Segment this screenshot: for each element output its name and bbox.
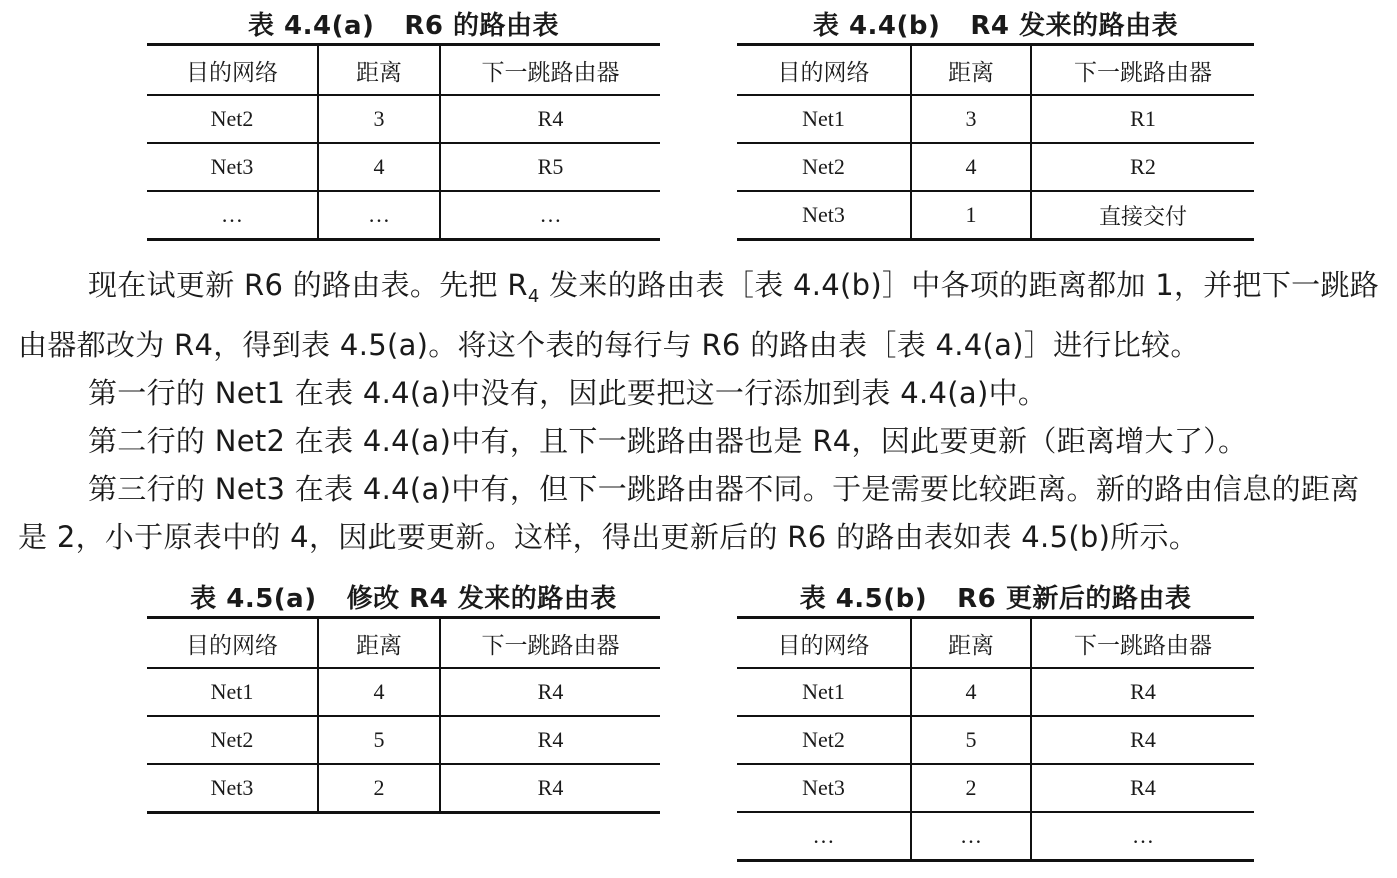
cell-distance: … <box>911 812 1031 861</box>
cell-next-hop: R4 <box>440 716 660 764</box>
table-caption <box>147 5 660 42</box>
cell-destination: Net1 <box>737 95 911 143</box>
caption-title: R6 的路由表 <box>404 11 560 41</box>
header-next-hop: 下一跳路由器 <box>1031 618 1254 669</box>
header-distance: 距离 <box>911 618 1031 669</box>
table-row <box>737 716 1254 764</box>
table-row <box>737 143 1254 191</box>
cell-destination: Net3 <box>737 191 911 240</box>
cell-destination: Net2 <box>737 143 911 191</box>
paragraph-1 <box>18 261 1388 369</box>
table-caption <box>147 578 660 615</box>
table-row <box>737 95 1254 143</box>
cell-destination: … <box>737 812 911 861</box>
table-row <box>147 716 660 764</box>
cell-next-hop: R5 <box>440 143 660 191</box>
table-row <box>737 764 1254 812</box>
cell-next-hop: R2 <box>1031 143 1254 191</box>
caption-number: 表 4.4(a) <box>247 11 375 41</box>
cell-next-hop: R4 <box>440 95 660 143</box>
cell-next-hop: … <box>440 191 660 240</box>
paragraph-1-text-b: 发来的路由表［表 4.4(b)］中各项的距离都加 1，并把下一跳路由器都改为 R4，得到表 4.5(a)。将这个表的每行与 R6 的路由表［表 4.4(a)］进行比较。 <box>18 268 1380 362</box>
caption-number: 表 4.5(b) <box>799 584 928 614</box>
cell-destination: Net2 <box>147 95 318 143</box>
cell-destination: Net3 <box>147 143 318 191</box>
header-next-hop: 下一跳路由器 <box>1031 45 1254 96</box>
cell-destination: Net3 <box>147 764 318 813</box>
table-row <box>737 812 1254 861</box>
table-4-5a <box>147 584 660 814</box>
header-destination: 目的网络 <box>147 45 318 96</box>
table-caption <box>737 578 1254 615</box>
header-distance: 距离 <box>318 45 440 96</box>
cell-distance: 4 <box>911 668 1031 716</box>
caption-title: R6 更新后的路由表 <box>957 584 1192 614</box>
table-row <box>147 95 660 143</box>
paragraph-2: 第一行的 Net1 在表 4.4(a)中没有，因此要把这一行添加到表 4.4(a)中。 <box>88 375 1048 410</box>
table-caption <box>737 5 1254 42</box>
routing-table <box>147 616 660 814</box>
table-row <box>147 668 660 716</box>
body-text <box>18 261 1388 561</box>
cell-distance: 1 <box>911 191 1031 240</box>
routing-table <box>737 616 1254 862</box>
cell-next-hop: R1 <box>1031 95 1254 143</box>
routing-table <box>737 43 1254 241</box>
subscript: 4 <box>527 285 540 307</box>
routing-table <box>147 43 660 241</box>
table-row <box>737 668 1254 716</box>
paragraph-4: 第三行的 Net3 在表 4.4(a)中有，但下一跳路由器不同。于是需要比较距离。新的路由信息的距离是 2，小于原表中的 4，因此要更新。这样，得出更新后的 R6 的路由表如表 4.5(b)所示。 <box>18 471 1360 554</box>
cell-next-hop: 直接交付 <box>1031 191 1254 240</box>
table-row <box>147 191 660 240</box>
cell-distance: 4 <box>911 143 1031 191</box>
cell-destination: Net1 <box>737 668 911 716</box>
cell-distance: 3 <box>911 95 1031 143</box>
table-row <box>737 191 1254 240</box>
cell-next-hop: R4 <box>440 668 660 716</box>
cell-distance: 5 <box>911 716 1031 764</box>
caption-title: R4 发来的路由表 <box>970 11 1179 41</box>
table-row <box>147 764 660 813</box>
caption-number: 表 4.4(b) <box>812 11 941 41</box>
cell-destination: Net3 <box>737 764 911 812</box>
header-destination: 目的网络 <box>147 618 318 669</box>
table-4-4b <box>737 11 1254 241</box>
cell-destination: Net2 <box>147 716 318 764</box>
cell-distance: 5 <box>318 716 440 764</box>
cell-distance: 2 <box>911 764 1031 812</box>
cell-destination: Net2 <box>737 716 911 764</box>
header-distance: 距离 <box>318 618 440 669</box>
cell-next-hop: R4 <box>440 764 660 813</box>
paragraph-3: 第二行的 Net2 在表 4.4(a)中有，且下一跳路由器也是 R4，因此要更新（距离增大了）。 <box>88 423 1248 458</box>
cell-distance: … <box>318 191 440 240</box>
cell-distance: 4 <box>318 668 440 716</box>
cell-distance: 4 <box>318 143 440 191</box>
header-next-hop: 下一跳路由器 <box>440 618 660 669</box>
header-destination: 目的网络 <box>737 45 911 96</box>
table-4-4a <box>147 11 660 241</box>
cell-next-hop: R4 <box>1031 716 1254 764</box>
cell-destination: … <box>147 191 318 240</box>
paragraph-1-text-a: 现在试更新 R6 的路由表。先把 R <box>88 268 528 302</box>
cell-next-hop: … <box>1031 812 1254 861</box>
header-next-hop: 下一跳路由器 <box>440 45 660 96</box>
caption-number: 表 4.5(a) <box>190 584 317 614</box>
cell-next-hop: R4 <box>1031 668 1254 716</box>
table-row <box>147 143 660 191</box>
cell-destination: Net1 <box>147 668 318 716</box>
cell-distance: 2 <box>318 764 440 813</box>
cell-next-hop: R4 <box>1031 764 1254 812</box>
header-destination: 目的网络 <box>737 618 911 669</box>
caption-title: 修改 R4 发来的路由表 <box>346 584 617 614</box>
table-4-5b <box>737 584 1254 862</box>
header-distance: 距离 <box>911 45 1031 96</box>
cell-distance: 3 <box>318 95 440 143</box>
